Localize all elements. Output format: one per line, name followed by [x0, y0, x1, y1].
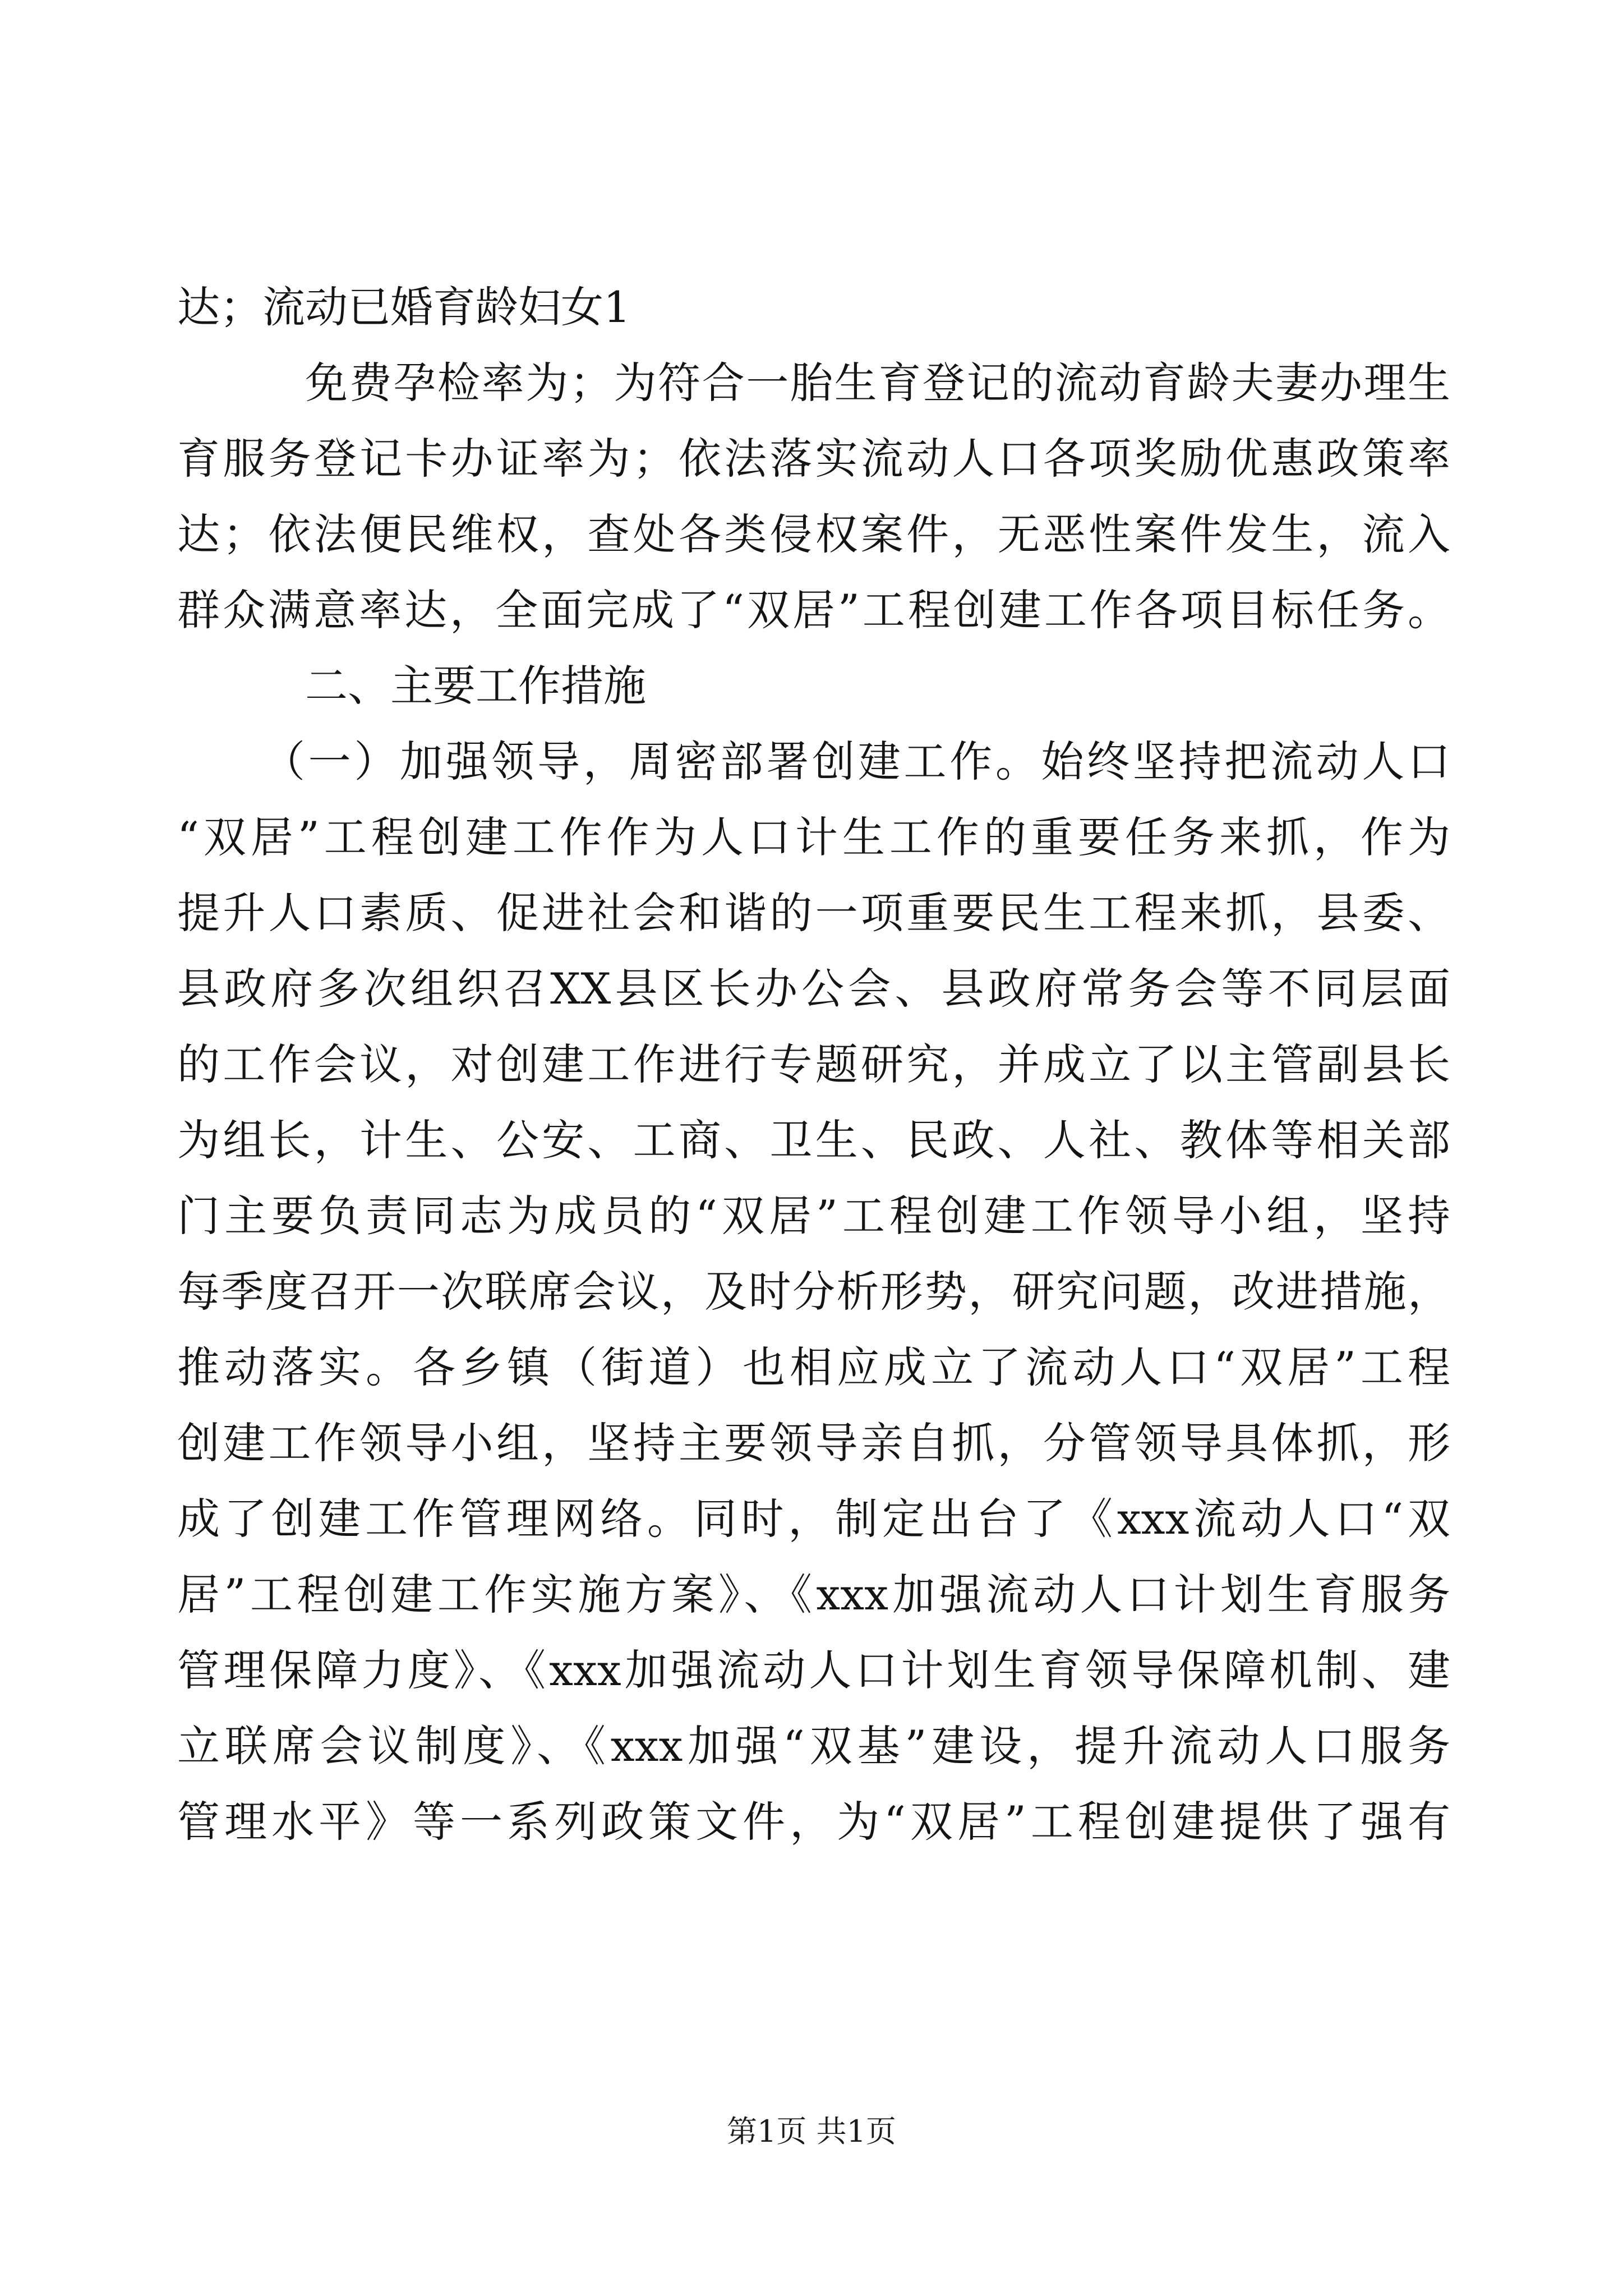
page-footer: 第1页 共1页	[727, 2114, 896, 2149]
text-line: 居”工程创建工作实施方案》、《xxx加强流动人口计划生育服务	[177, 1570, 1450, 1619]
text-line: 成了创建工作管理网络。同时，制定出台了《xxx流动人口“双	[177, 1494, 1450, 1544]
body-text	[177, 269, 1450, 1860]
text-line: 县政府多次组织召XX县区长办公会、县政府常务会等不同层面	[177, 964, 1450, 1014]
text-line: 创建工作领导小组，坚持主要领导亲自抓，分管领导具体抓，形	[177, 1418, 1450, 1468]
text-line: 管理保障力度》、《xxx加强流动人口计划生育领导保障机制、建	[177, 1645, 1450, 1695]
text-line: 管理水平》等一系列政策文件，为“双居”工程创建提供了强有	[177, 1797, 1450, 1847]
text-line: （一）加强领导，周密部署创建工作。始终坚持把流动人口	[262, 737, 1450, 786]
text-line: 的工作会议，对创建工作进行专题研究，并成立了以主管副县长	[177, 1039, 1450, 1089]
text-line: 达；流动已婚育龄妇女1	[177, 282, 631, 332]
text-line: 为组长，计生、公安、工商、卫生、民政、人社、教体等相关部	[177, 1115, 1450, 1165]
text-line: 群众满意率达，全面完成了“双居”工程创建工作各项目标任务。	[177, 585, 1450, 635]
section-heading: 二、主要工作措施	[305, 661, 646, 711]
text-line: 达；依法便民维权，查处各类侵权案件，无恶性案件发生，流入	[177, 509, 1450, 559]
text-line: 提升人口素质、促进社会和谐的一项重要民生工程来抓，县委、	[177, 888, 1450, 938]
text-line: 育服务登记卡办证率为；依法落实流动人口各项奖励优惠政策率	[177, 434, 1450, 484]
text-line: 推动落实。各乡镇（街道）也相应成立了流动人口“双居”工程	[177, 1342, 1450, 1392]
text-line: “双居”工程创建工作作为人口计生工作的重要任务来抓，作为	[177, 812, 1450, 862]
text-line: 免费孕检率为；为符合一胎生育登记的流动育龄夫妻办理生	[305, 358, 1450, 408]
text-line: 门主要负责同志为成员的“双居”工程创建工作领导小组，坚持	[177, 1191, 1450, 1241]
text-line: 每季度召开一次联席会议，及时分析形势，研究问题，改进措施，	[177, 1267, 1450, 1317]
text-line: 立联席会议制度》、《xxx加强“双基”建设，提升流动人口服务	[177, 1721, 1450, 1771]
